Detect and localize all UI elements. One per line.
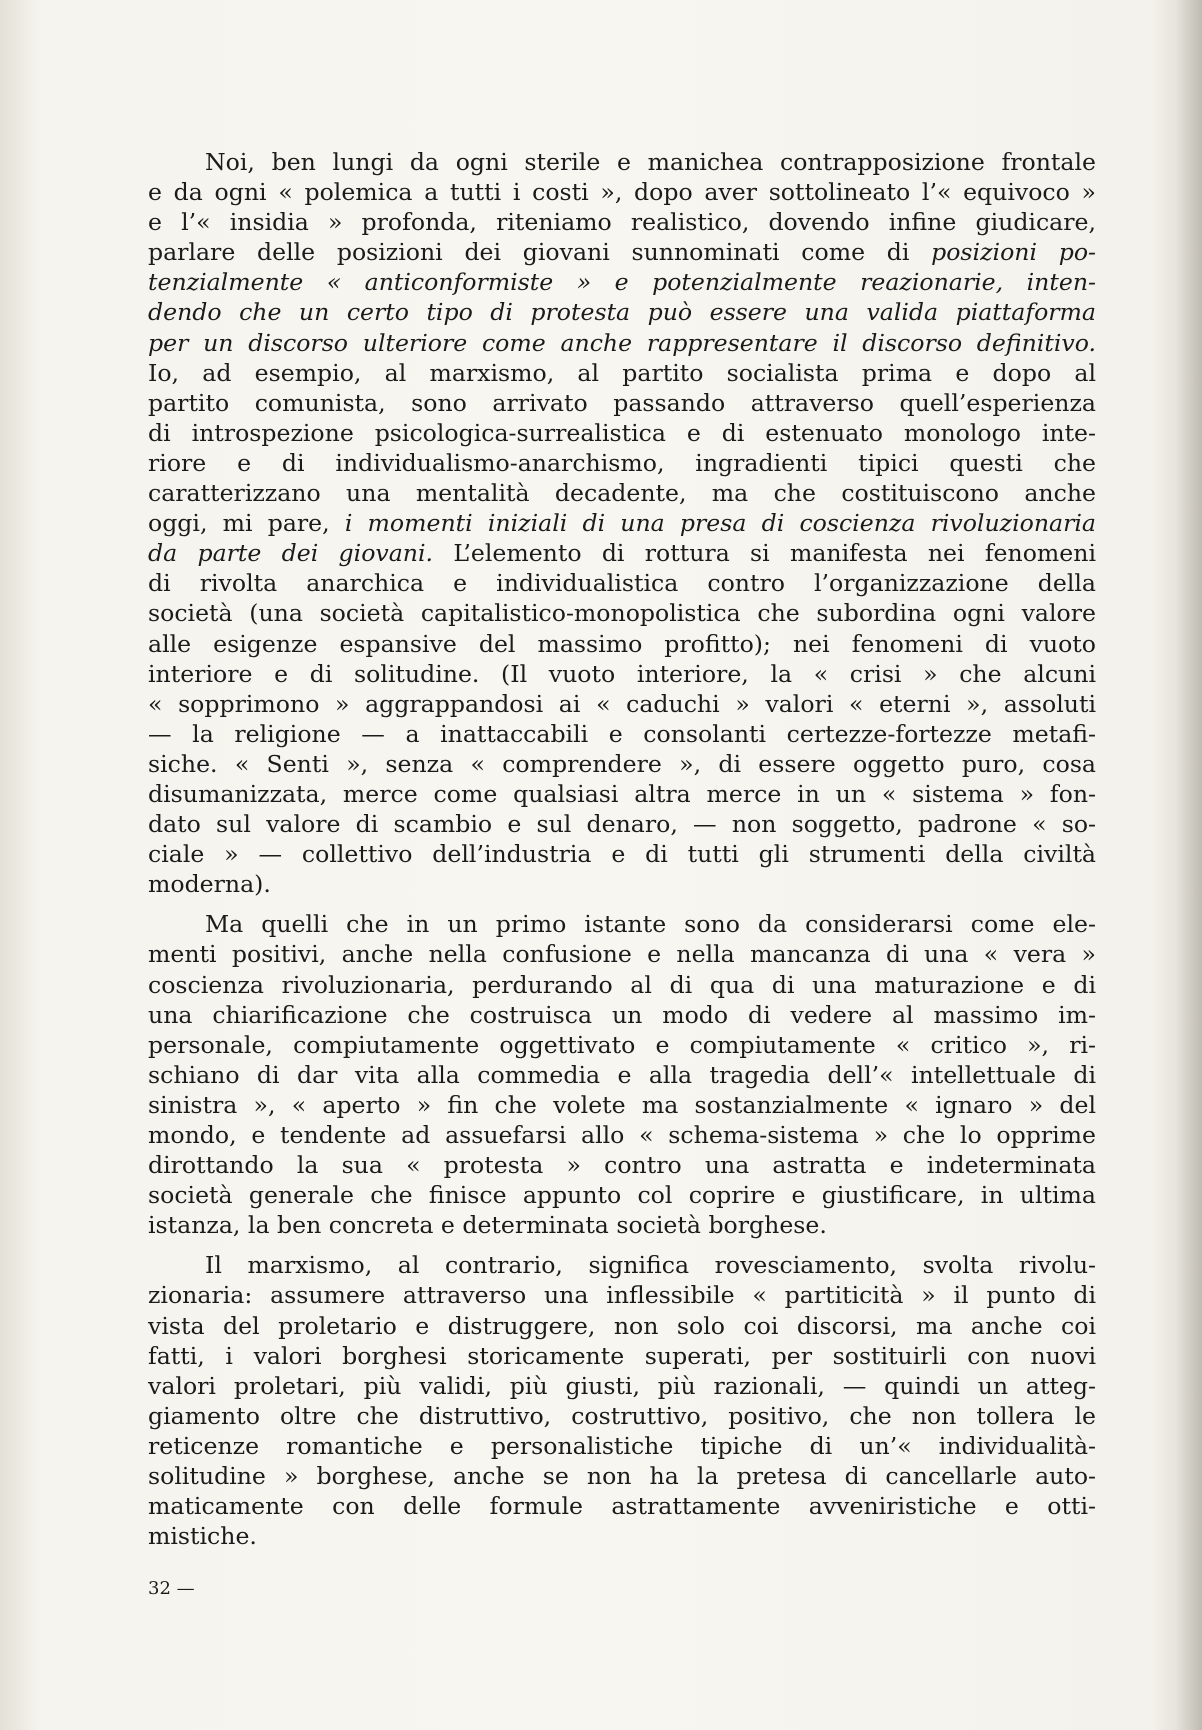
paragraph-gap bbox=[148, 899, 1096, 909]
text-line: menti positivi, anche nella confusione e nella mancanza di una « vera » bbox=[148, 940, 1096, 969]
text-line: caratterizzano una mentalità decadente, ma che costituiscono anche bbox=[148, 479, 1096, 508]
text-line: Io, ad esempio, al marxismo, al partito socialista prima e dopo al bbox=[148, 358, 1096, 387]
italic-segment: da parte dei giovani. bbox=[148, 539, 434, 568]
text-line: dirottando la sua « protesta » contro una astratta e indeterminata bbox=[148, 1151, 1096, 1180]
text-line: coscienza rivoluzionaria, perdurando al di qua di una maturazione e di bbox=[148, 970, 1096, 999]
text-line: mondo, e tendente ad assuefarsi allo « schema-sistema » che lo opprime bbox=[148, 1121, 1096, 1149]
text-line: dato sul valore di scambio e sul denaro, — non soggetto, padrone « so- bbox=[148, 810, 1096, 839]
text-line bbox=[148, 538, 1096, 568]
text-line: sinistra », « aperto » fin che volete ma sostanzialmente « ignaro » del bbox=[148, 1090, 1096, 1119]
text-line bbox=[148, 237, 1096, 267]
text-line: di rivolta anarchica e individualistica contro l’organizzazione della bbox=[148, 569, 1096, 598]
italic-segment: i momenti iniziali di una presa di coscienza rivoluzionaria bbox=[344, 509, 1096, 538]
paragraph-gap bbox=[148, 1240, 1096, 1250]
text-line: reticenze romantiche e personalistiche tipiche di un’« individualità- bbox=[148, 1431, 1096, 1460]
text-line: vista del proletario e distruggere, non solo coi discorsi, ma anche coi bbox=[148, 1311, 1096, 1340]
text-line: società (una società capitalistico-monopolistica che subordina ogni valore bbox=[148, 599, 1096, 628]
text-segment: oggi, mi pare, bbox=[148, 509, 330, 538]
text-line: « sopprimono » aggrappandosi ai « caduchi » valori « eterni », assoluti bbox=[148, 689, 1096, 718]
text-line: e da ogni « polemica a tutti i costi », dopo aver sottolineato l’« equivoco » bbox=[148, 178, 1096, 207]
text-line: dendo che un certo tipo di protesta può essere una valida piattaforma bbox=[148, 298, 1096, 327]
text-line: interiore e di solitudine. (Il vuoto interiore, la « crisi » che alcuni bbox=[148, 659, 1096, 688]
text-line: per un discorso ulteriore come anche rappresentare il discorso definitivo. bbox=[148, 328, 1096, 357]
text-line: società generale che finisce appunto col coprire e giustificare, in ultima bbox=[148, 1181, 1096, 1210]
text-line: — la religione — a inattaccabili e consolanti certezze-fortezze metafi- bbox=[148, 719, 1096, 748]
italic-segment: posizioni po- bbox=[931, 238, 1097, 267]
text-line: zionaria: assumere attraverso una inflessibile « partiticità » il punto di bbox=[148, 1281, 1096, 1310]
text-line: moderna). bbox=[148, 870, 271, 899]
text-line: siche. « Senti », senza « comprendere », di essere oggetto puro, cosa bbox=[148, 749, 1096, 778]
text-line: schiano di dar vita alla commedia e alla tragedia dell’« intellettuale di bbox=[148, 1060, 1096, 1089]
body-text bbox=[148, 147, 1096, 1551]
text-line: Il marxismo, al contrario, significa rovesciamento, svolta rivolu- bbox=[205, 1251, 1096, 1280]
text-line: di introspezione psicologica-surrealistica e di estenuato monologo inte- bbox=[148, 418, 1096, 447]
text-line: fatti, i valori borghesi storicamente superati, per sostituirli con nuovi bbox=[148, 1341, 1096, 1370]
text-line: Ma quelli che in un primo istante sono da considerarsi come ele- bbox=[205, 910, 1096, 939]
text-line: partito comunista, sono arrivato passando attraverso quell’esperienza bbox=[148, 388, 1096, 417]
text-line: valori proletari, più validi, più giusti, più razionali, — quindi un atteg- bbox=[148, 1371, 1096, 1400]
page-edge-shadow bbox=[1176, 0, 1202, 1730]
text-line: una chiarificazione che costruisca un modo di vedere al massimo im- bbox=[148, 1000, 1096, 1029]
text-line: mistiche. bbox=[148, 1522, 257, 1551]
text-line: alle esigenze espansive del massimo profitto); nei fenomeni di vuoto bbox=[148, 629, 1096, 658]
text-line: personale, compiutamente oggettivato e compiutamente « critico », ri- bbox=[148, 1030, 1096, 1059]
text-line: solitudine » borghese, anche se non ha la pretesa di cancellarle auto- bbox=[148, 1462, 1096, 1491]
page-number: 32 — bbox=[148, 1578, 195, 1599]
text-line: riore e di individualismo-anarchismo, ingradienti tipici questi che bbox=[148, 448, 1096, 477]
text-line: Noi, ben lungi da ogni sterile e manichea contrapposizione frontale bbox=[205, 148, 1096, 176]
text-line: maticamente con delle formule astrattamente avveniristiche e otti- bbox=[148, 1492, 1096, 1521]
text-line: e l’« insidia » profonda, riteniamo realistico, dovendo infine giudicare, bbox=[148, 208, 1096, 237]
text-line: ciale » — collettivo dell’industria e di tutti gli strumenti della civiltà bbox=[148, 840, 1096, 869]
text-line bbox=[148, 508, 1096, 538]
text-line: tenzialmente « anticonformiste » e potenzialmente reazionarie, inten- bbox=[148, 268, 1096, 297]
text-line: istanza, la ben concreta e determinata società borghese. bbox=[148, 1211, 827, 1240]
text-line: giamento oltre che distruttivo, costruttivo, positivo, che non tollera le bbox=[148, 1401, 1096, 1430]
text-segment: L’elemento di rottura si manifesta nei fenomeni bbox=[453, 539, 1096, 568]
text-segment: parlare delle posizioni dei giovani sunnominati come di bbox=[148, 238, 910, 267]
text-line: disumanizzata, merce come qualsiasi altra merce in un « sistema » fon- bbox=[148, 779, 1096, 808]
